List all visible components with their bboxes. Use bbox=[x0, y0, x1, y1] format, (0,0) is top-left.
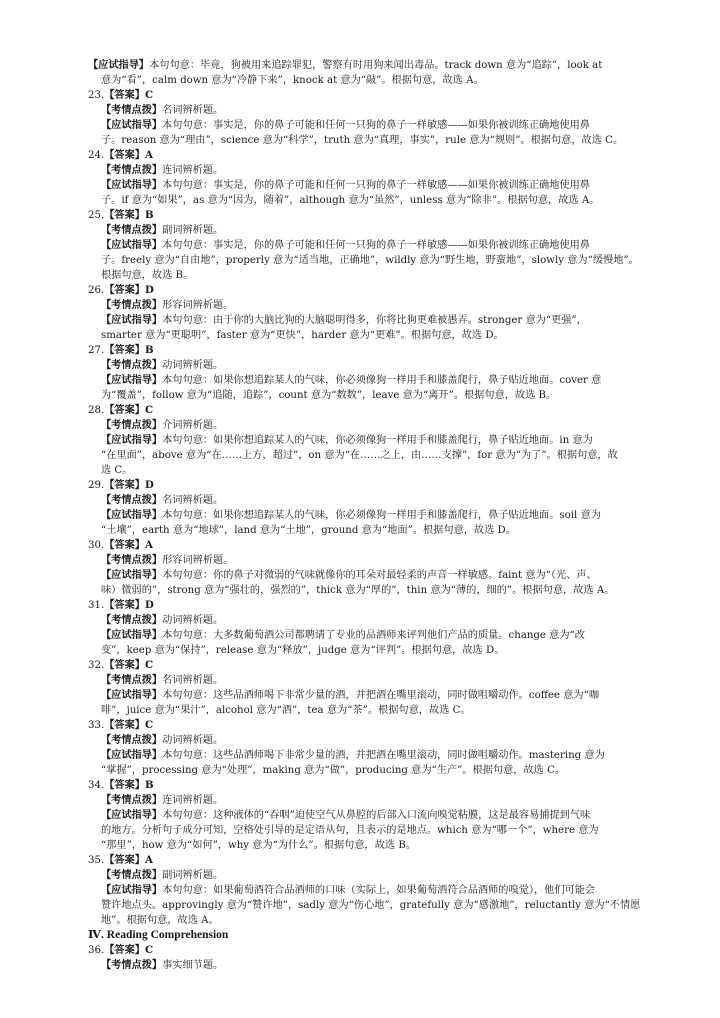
point-line bbox=[88, 793, 688, 808]
guide-text: “那里”，how 意为“如何”，why 意为“为什么”。根据句意，故选 B。 bbox=[101, 840, 417, 851]
point-line bbox=[88, 298, 688, 313]
answer-line bbox=[88, 778, 688, 793]
point-line bbox=[88, 223, 688, 238]
guide-text: 子。if 意为“如果”，as 意为“因为，随着”，although 意为“虽然”，unless 意为“除非”。根据句意，故选 A。 bbox=[101, 195, 600, 206]
item-number: 26. bbox=[88, 285, 105, 296]
guide-line bbox=[88, 388, 688, 403]
guide-text: 本句句意：如果葡萄酒符合品酒师的口味（实际上，如果葡萄酒符合品酒师的嗅觉），他们可能会 bbox=[162, 885, 596, 896]
guide-text: 本句句意：由于你的大脑比狗的大脑聪明得多，你将比狗更难被愚弄。stronger 意为“更强”， bbox=[162, 315, 587, 326]
guide-tag: 【应试指导】 bbox=[101, 809, 163, 821]
item-number: 30. bbox=[88, 540, 105, 551]
point-text: 动词辨析题。 bbox=[162, 360, 224, 371]
point-line bbox=[88, 358, 688, 373]
answer-item bbox=[88, 403, 688, 478]
guide-text: 为“覆盖”，follow 意为“追随，追踪”，count 意为“数数”，leave 意为“离开”。根据句意，故选 B。 bbox=[101, 390, 557, 401]
guide-line bbox=[88, 373, 688, 388]
answer-label: 【答案】A bbox=[104, 854, 153, 866]
answer-item bbox=[88, 208, 688, 283]
answer-items bbox=[88, 88, 688, 928]
guide-line bbox=[88, 748, 688, 763]
answer-line bbox=[88, 403, 688, 418]
point-tag: 【考情点拨】 bbox=[101, 869, 163, 881]
point-tag: 【考情点拨】 bbox=[101, 299, 163, 311]
guide-line bbox=[88, 313, 688, 328]
guide-line bbox=[88, 643, 688, 658]
item-number: 34. bbox=[88, 780, 105, 791]
guide-line bbox=[88, 238, 688, 253]
guide-tag: 【应试指导】 bbox=[101, 509, 163, 521]
answer-label: 【答案】C bbox=[104, 944, 154, 956]
guide-text: 选 C。 bbox=[101, 465, 133, 476]
point-tag: 【考情点拨】 bbox=[101, 674, 163, 686]
guide-line bbox=[88, 913, 688, 928]
answer-label: 【答案】B bbox=[104, 344, 154, 356]
answer-item bbox=[88, 343, 688, 403]
answer-line bbox=[88, 658, 688, 673]
point-line bbox=[88, 553, 688, 568]
guide-text: 子。reason 意为“理由”，science 意为“科学”，truth 意为“真理，事实”，rule 意为“规则”。根据句意，故选 C。 bbox=[101, 135, 624, 146]
answer-item bbox=[88, 598, 688, 658]
point-text: 名词辨析题。 bbox=[162, 495, 224, 506]
point-line bbox=[88, 493, 688, 508]
answer-label: 【答案】C bbox=[104, 719, 154, 731]
section-heading: Ⅳ. Reading Comprehension bbox=[88, 929, 229, 941]
guide-text: 本句句意：这些品酒师喝下非常少量的酒，并把酒在嘴里滚动，同时做咀嚼动作。coffee 意为“咖 bbox=[162, 690, 600, 701]
guide-text: 本句句意：你的鼻子对微弱的气味就像你的耳朵对最轻柔的声音一样敏感。faint 意为“（光、声、 bbox=[162, 570, 597, 581]
answer-line bbox=[88, 943, 688, 958]
point-line bbox=[88, 868, 688, 883]
answer-item-36 bbox=[88, 943, 688, 973]
point-text: 连词辨析题。 bbox=[162, 165, 224, 176]
guide-line bbox=[88, 898, 688, 913]
guide-tag: 【应试指导】 bbox=[101, 884, 163, 896]
guide-line bbox=[88, 463, 688, 478]
point-tag: 【考情点拨】 bbox=[101, 734, 163, 746]
guide-tag: 【应试指导】 bbox=[101, 689, 163, 701]
lead-line-2: 意为“看”，calm down 意为“冷静下来”，knock at 意为“敲”。根据句意，故选 A。 bbox=[101, 75, 484, 86]
item-number: 36. bbox=[88, 945, 105, 956]
point-text: 名词辨析题。 bbox=[162, 105, 224, 116]
answer-line bbox=[88, 853, 688, 868]
guide-line bbox=[88, 763, 688, 778]
answer-line bbox=[88, 538, 688, 553]
point-text: 动词辨析题。 bbox=[162, 615, 224, 626]
item-number: 28. bbox=[88, 405, 105, 416]
item-number: 35. bbox=[88, 855, 105, 866]
point-text: 连词辨析题。 bbox=[162, 795, 224, 806]
point-text: 动词辨析题。 bbox=[162, 735, 224, 746]
answer-line bbox=[88, 148, 688, 163]
guide-line bbox=[88, 568, 688, 583]
answer-label: 【答案】B bbox=[104, 209, 154, 221]
guide-text: 本句句意：大多数葡萄酒公司都聘请了专业的品酒师来评判他们产品的质量。change 意为“改 bbox=[162, 630, 585, 641]
point-tag: 【考情点拨】 bbox=[101, 554, 163, 566]
item-number: 32. bbox=[88, 660, 105, 671]
guide-text: 子。freely 意为“自由地”，properly 意为“适当地，正确地”，wildly 意为“野生地，野蛮地”，slowly 意为“缓慢地”。 bbox=[101, 255, 639, 266]
guide-text: 本句句意：事实是，你的鼻子可能和任何一只狗的鼻子一样敏感——如果你被训练正确地使用鼻 bbox=[162, 180, 590, 191]
answer-item bbox=[88, 478, 688, 538]
point-tag: 【考情点拨】 bbox=[101, 614, 163, 626]
answer-label: 【答案】B bbox=[104, 779, 154, 791]
item-number: 23. bbox=[88, 90, 105, 101]
answer-line bbox=[88, 478, 688, 493]
guide-line bbox=[88, 688, 688, 703]
answer-item bbox=[88, 538, 688, 598]
guide-text: 赞许地点头。approvingly 意为“赞许地”，sadly 意为“伤心地”，gratefully 意为“感激地”，reluctantly 意为“不情愿 bbox=[101, 900, 641, 911]
guide-tag: 【应试指导】 bbox=[101, 179, 163, 191]
answer-item bbox=[88, 148, 688, 208]
guide-line bbox=[88, 838, 688, 853]
answer-item bbox=[88, 718, 688, 778]
point-line bbox=[88, 103, 688, 118]
answer-explanations bbox=[88, 58, 688, 973]
item-number: 31. bbox=[88, 600, 105, 611]
guide-text: “在里面”，above 意为“在……上方，超过”，on 意为“在……之上，由……支撑”，for 意为“为了”。根据句意，故 bbox=[101, 450, 618, 461]
guide-line bbox=[88, 883, 688, 898]
guide-tag: 【应试指导】 bbox=[101, 374, 163, 386]
guide-tag: 【应试指导】 bbox=[101, 314, 163, 326]
guide-tag: 【应试指导】 bbox=[101, 569, 163, 581]
guide-line bbox=[88, 523, 688, 538]
guide-text: 本句句意：如果你想追踪某人的气味，你必须像狗一样用手和膝盖爬行，鼻子贴近地面。soil 意为 bbox=[162, 510, 601, 521]
guide-text: 本句句意：如果你想追踪某人的气味，你必须像狗一样用手和膝盖爬行，鼻子贴近地面。in 意为 bbox=[162, 435, 593, 446]
item-number: 33. bbox=[88, 720, 105, 731]
guide-line bbox=[88, 448, 688, 463]
point-text: 名词辨析题。 bbox=[162, 675, 224, 686]
guide-text: smarter 意为“更聪明”，faster 意为“更快”，harder 意为“更难”。根据句意，故选 D。 bbox=[101, 330, 504, 341]
guide-tag: 【应试指导】 bbox=[101, 239, 163, 251]
point-text: 形容词辨析题。 bbox=[162, 555, 234, 566]
point-tag: 【考情点拨】 bbox=[101, 794, 163, 806]
guide-line bbox=[88, 328, 688, 343]
guide-text: 本句句意：事实是，你的鼻子可能和任何一只狗的鼻子一样敏感——如果你被训练正确地使用鼻 bbox=[162, 240, 590, 251]
guide-text: “土壤”，earth 意为“地球”，land 意为“土地”，ground 意为“地面”。根据句意，故选 D。 bbox=[101, 525, 516, 536]
guide-tag: 【应试指导】 bbox=[88, 59, 150, 71]
answer-line bbox=[88, 718, 688, 733]
answer-label: 【答案】D bbox=[104, 284, 154, 296]
point-tag: 【考情点拨】 bbox=[101, 164, 163, 176]
guide-tag: 【应试指导】 bbox=[101, 119, 163, 131]
point-line bbox=[88, 613, 688, 628]
point-tag: 【考情点拨】 bbox=[101, 494, 163, 506]
answer-label: 【答案】C bbox=[104, 659, 154, 671]
point-line bbox=[88, 958, 688, 973]
lead-explanation bbox=[88, 58, 688, 88]
item-number: 25. bbox=[88, 210, 105, 221]
answer-label: 【答案】A bbox=[104, 539, 153, 551]
point-line bbox=[88, 418, 688, 433]
answer-line bbox=[88, 343, 688, 358]
point-line bbox=[88, 163, 688, 178]
answer-line bbox=[88, 598, 688, 613]
point-tag: 【考情点拨】 bbox=[101, 359, 163, 371]
point-text: 副词辨析题。 bbox=[162, 870, 224, 881]
point-text: 副词辨析题。 bbox=[162, 225, 224, 236]
answer-item bbox=[88, 88, 688, 148]
guide-text: 本句句意：这些品酒师喝下非常少量的酒，并把酒在嘴里滚动，同时做咀嚼动作。mastering 意为 bbox=[162, 750, 605, 761]
guide-line bbox=[88, 583, 688, 598]
point-tag: 【考情点拨】 bbox=[101, 224, 163, 236]
answer-line bbox=[88, 88, 688, 103]
guide-line bbox=[88, 253, 688, 268]
answer-item bbox=[88, 658, 688, 718]
guide-line bbox=[88, 508, 688, 523]
answer-label: 【答案】C bbox=[104, 89, 154, 101]
lead-line-1 bbox=[88, 58, 688, 73]
answer-item bbox=[88, 283, 688, 343]
answer-label: 【答案】A bbox=[104, 149, 153, 161]
guide-tag: 【应试指导】 bbox=[101, 749, 163, 761]
item-number: 24. bbox=[88, 150, 105, 161]
point-text: 事实细节题。 bbox=[162, 960, 224, 971]
point-text: 介词辨析题。 bbox=[162, 420, 224, 431]
guide-line bbox=[88, 193, 688, 208]
guide-line bbox=[88, 433, 688, 448]
point-text: 形容词辨析题。 bbox=[162, 300, 234, 311]
point-line bbox=[88, 673, 688, 688]
answer-line bbox=[88, 208, 688, 223]
guide-text: 变”，keep 意为“保持”，release 意为“释放”，judge 意为“评判”。根据句意，故选 D。 bbox=[101, 645, 505, 656]
guide-text: 根据句意，故选 B。 bbox=[101, 270, 194, 281]
guide-text: “掌握”，processing 意为“处理”，making 意为“做”，producing 意为“生产”。根据句意，故选 C。 bbox=[101, 765, 566, 776]
answer-label: 【答案】D bbox=[104, 479, 154, 491]
guide-line bbox=[88, 178, 688, 193]
guide-text: 啡”，juice 意为“果汁”，alcohol 意为“酒”，tea 意为“茶”。根据句意，故选 C。 bbox=[101, 705, 471, 716]
point-line bbox=[88, 733, 688, 748]
item-number: 29. bbox=[88, 480, 105, 491]
guide-text: 本句句意：这种液体的“吞咽”迫使空气从鼻腔的后部入口流向嗅觉粘膜，这是最容易捕捉到气味 bbox=[162, 810, 591, 821]
answer-item bbox=[88, 778, 688, 853]
answer-label: 【答案】D bbox=[104, 599, 154, 611]
guide-text: 本句句意：如果你想追踪某人的气味，你必须像狗一样用手和膝盖爬行，鼻子贴近地面。cover 意 bbox=[162, 375, 602, 386]
guide-tag: 【应试指导】 bbox=[101, 434, 163, 446]
guide-line bbox=[88, 808, 688, 823]
guide-text: 的地方。分析句子成分可知，空格处引导的是定语从句，且表示的是地点。which 意为“哪一个”，where 意为 bbox=[101, 825, 599, 836]
guide-line bbox=[88, 268, 688, 283]
guide-line bbox=[88, 823, 688, 838]
guide-text: 味）微弱的”，strong 意为“强壮的，强烈的”，thick 意为“厚的”，thin 意为“薄的，细的”。根据句意，故选 A。 bbox=[101, 585, 615, 596]
guide-text: 地”。根据句意，故选 A。 bbox=[101, 915, 219, 926]
point-tag: 【考情点拨】 bbox=[101, 959, 163, 971]
answer-line bbox=[88, 283, 688, 298]
point-tag: 【考情点拨】 bbox=[101, 419, 163, 431]
guide-line bbox=[88, 133, 688, 148]
guide-line bbox=[88, 118, 688, 133]
guide-line bbox=[88, 628, 688, 643]
answer-item bbox=[88, 853, 688, 928]
item-number: 27. bbox=[88, 345, 105, 356]
guide-tag: 【应试指导】 bbox=[101, 629, 163, 641]
answer-label: 【答案】C bbox=[104, 404, 154, 416]
guide-text: 本句句意：事实是，你的鼻子可能和任何一只狗的鼻子一样敏感——如果你被训练正确地使用鼻 bbox=[162, 120, 590, 131]
guide-text: 本句句意：毕竟，狗被用来追踪罪犯，警察有时用狗来闻出毒品。track down 意为“追踪”，look at bbox=[149, 60, 603, 71]
guide-line bbox=[88, 703, 688, 718]
point-tag: 【考情点拨】 bbox=[101, 104, 163, 116]
